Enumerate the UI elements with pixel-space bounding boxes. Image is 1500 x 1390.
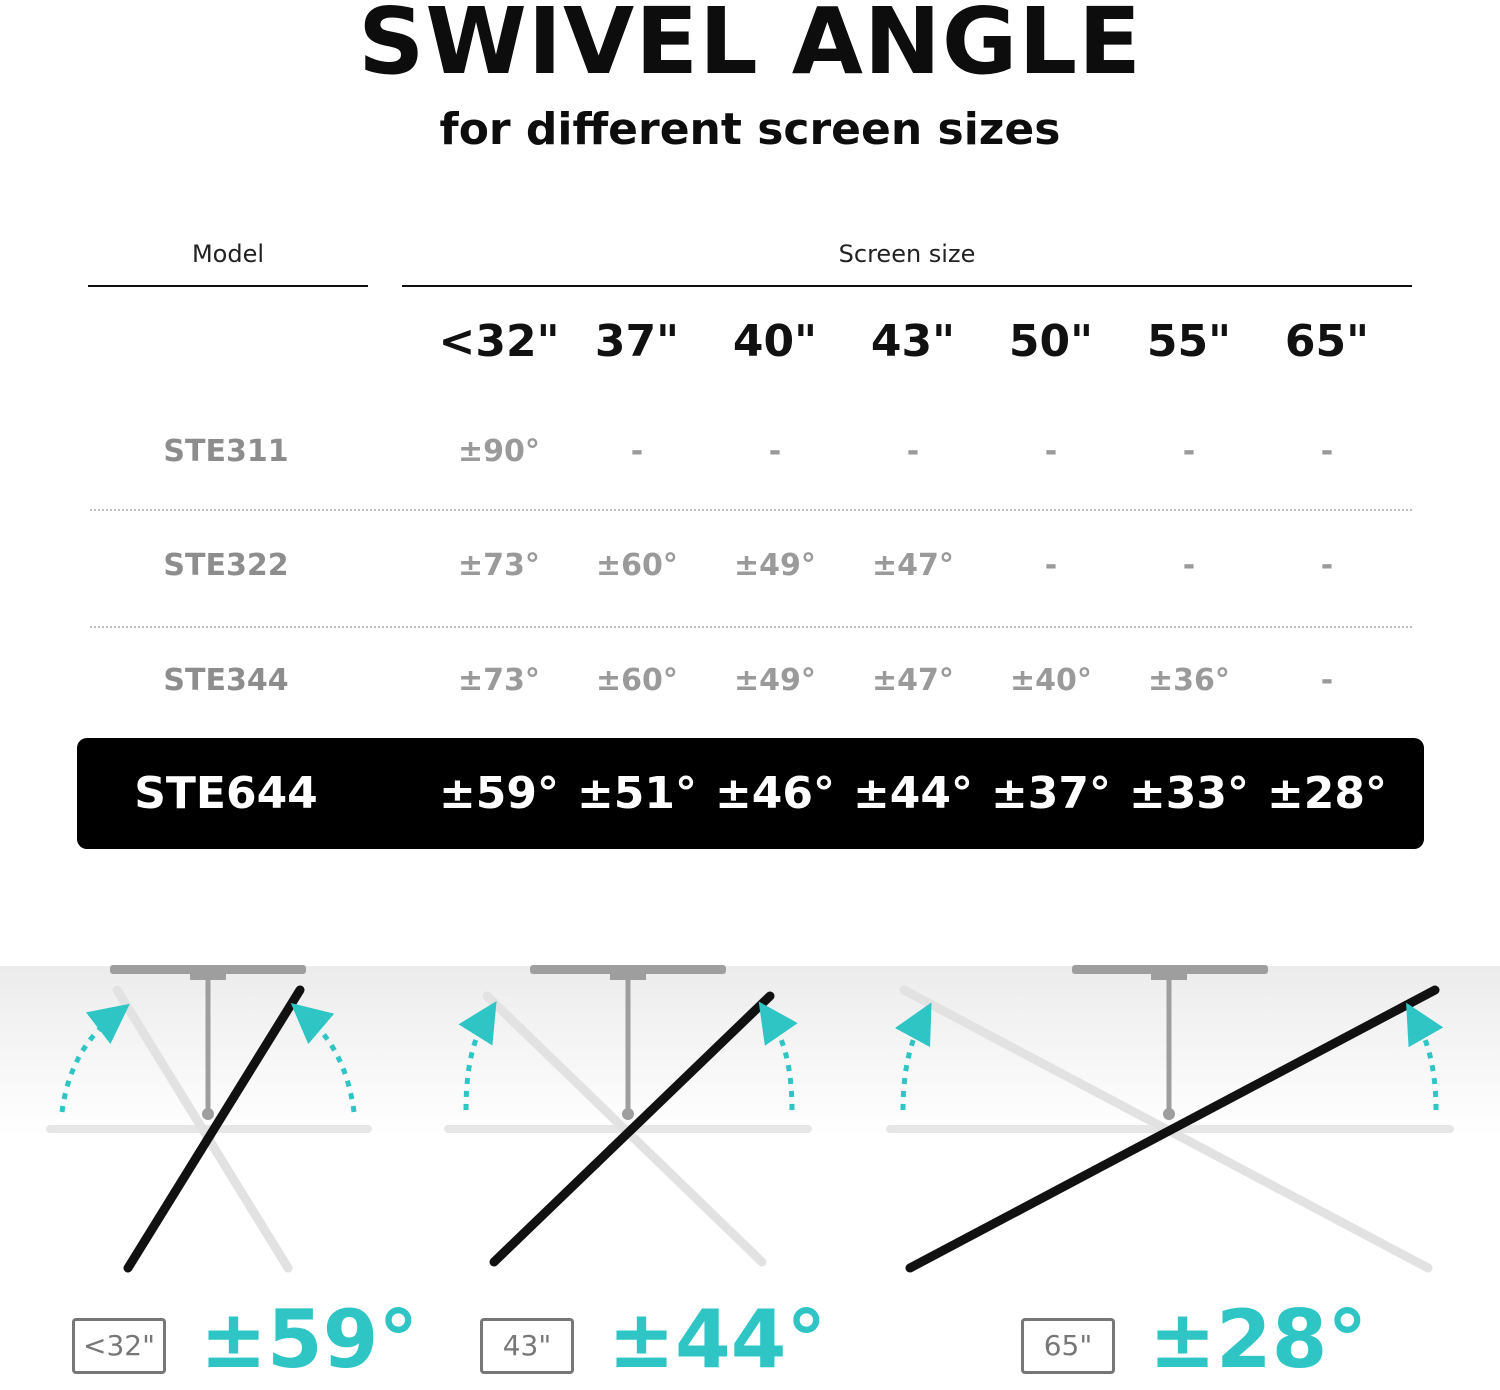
angle-value: ±60°	[596, 663, 678, 698]
angle-value: -	[1320, 434, 1334, 469]
size-label: 37"	[594, 316, 680, 367]
swivel-arrow-left	[903, 1020, 922, 1110]
diagram-angle-label: ±44°	[608, 1293, 827, 1386]
model-name: STE344	[163, 663, 289, 698]
angle-value: -	[630, 434, 644, 469]
page-subtitle: for different screen sizes	[439, 104, 1061, 155]
screen-size-header: Screen size	[838, 240, 976, 268]
model-name: STE644	[134, 768, 318, 819]
swivel-arrow-right	[770, 1018, 792, 1110]
diagram-angle-label: ±28°	[1149, 1293, 1368, 1386]
swivel-arrow-right	[306, 1016, 354, 1112]
angle-value: ±51°	[576, 768, 698, 819]
size-label: <32"	[438, 316, 560, 367]
angle-value: -	[1320, 548, 1334, 583]
diagram-size-badge: <32"	[72, 1318, 166, 1374]
swivel-diagram-small	[46, 965, 372, 1268]
page-title: SWIVEL ANGLE	[358, 0, 1142, 95]
model-name: STE311	[163, 434, 289, 469]
diagram-size-badge: 43"	[480, 1318, 574, 1374]
size-label: 65"	[1284, 316, 1370, 367]
angle-value: ±47°	[872, 548, 954, 583]
size-label: 50"	[1008, 316, 1094, 367]
angle-value: ±49°	[734, 663, 816, 698]
angle-value: ±33°	[1128, 768, 1250, 819]
angle-value: ±59°	[438, 768, 560, 819]
angle-value: ±28°	[1266, 768, 1388, 819]
swivel-arrow-right	[1416, 1020, 1436, 1110]
swivel-diagram-large	[886, 965, 1454, 1268]
swivel-arrow-left	[62, 1016, 114, 1112]
angle-value: ±36°	[1148, 663, 1230, 698]
angle-value: ±90°	[458, 434, 540, 469]
size-label: 55"	[1146, 316, 1232, 367]
angle-value: -	[1044, 548, 1058, 583]
angle-value: ±37°	[990, 768, 1112, 819]
pivot-point	[202, 1108, 214, 1120]
angle-value: ±73°	[458, 663, 540, 698]
angle-value: ±40°	[1010, 663, 1092, 698]
model-name: STE322	[163, 548, 289, 583]
angle-value: ±49°	[734, 548, 816, 583]
diagram-angle-label: ±59°	[200, 1293, 419, 1386]
angle-value: -	[1182, 434, 1196, 469]
angle-value: -	[906, 434, 920, 469]
pivot-point	[1163, 1108, 1175, 1120]
angle-value: ±73°	[458, 548, 540, 583]
pivot-point	[622, 1108, 634, 1120]
angle-value: -	[1320, 663, 1334, 698]
angle-value: ±46°	[714, 768, 836, 819]
swivel-diagram-medium	[444, 965, 812, 1262]
size-label: 43"	[870, 316, 956, 367]
size-label: 40"	[732, 316, 818, 367]
angle-value: -	[1044, 434, 1058, 469]
swivel-arrow-left	[466, 1018, 486, 1110]
diagram-size-badge: 65"	[1021, 1318, 1115, 1374]
angle-value: -	[768, 434, 782, 469]
model-column-header: Model	[191, 240, 265, 268]
angle-value: ±60°	[596, 548, 678, 583]
angle-value: ±47°	[872, 663, 954, 698]
angle-value: ±44°	[852, 768, 974, 819]
angle-value: -	[1182, 548, 1196, 583]
